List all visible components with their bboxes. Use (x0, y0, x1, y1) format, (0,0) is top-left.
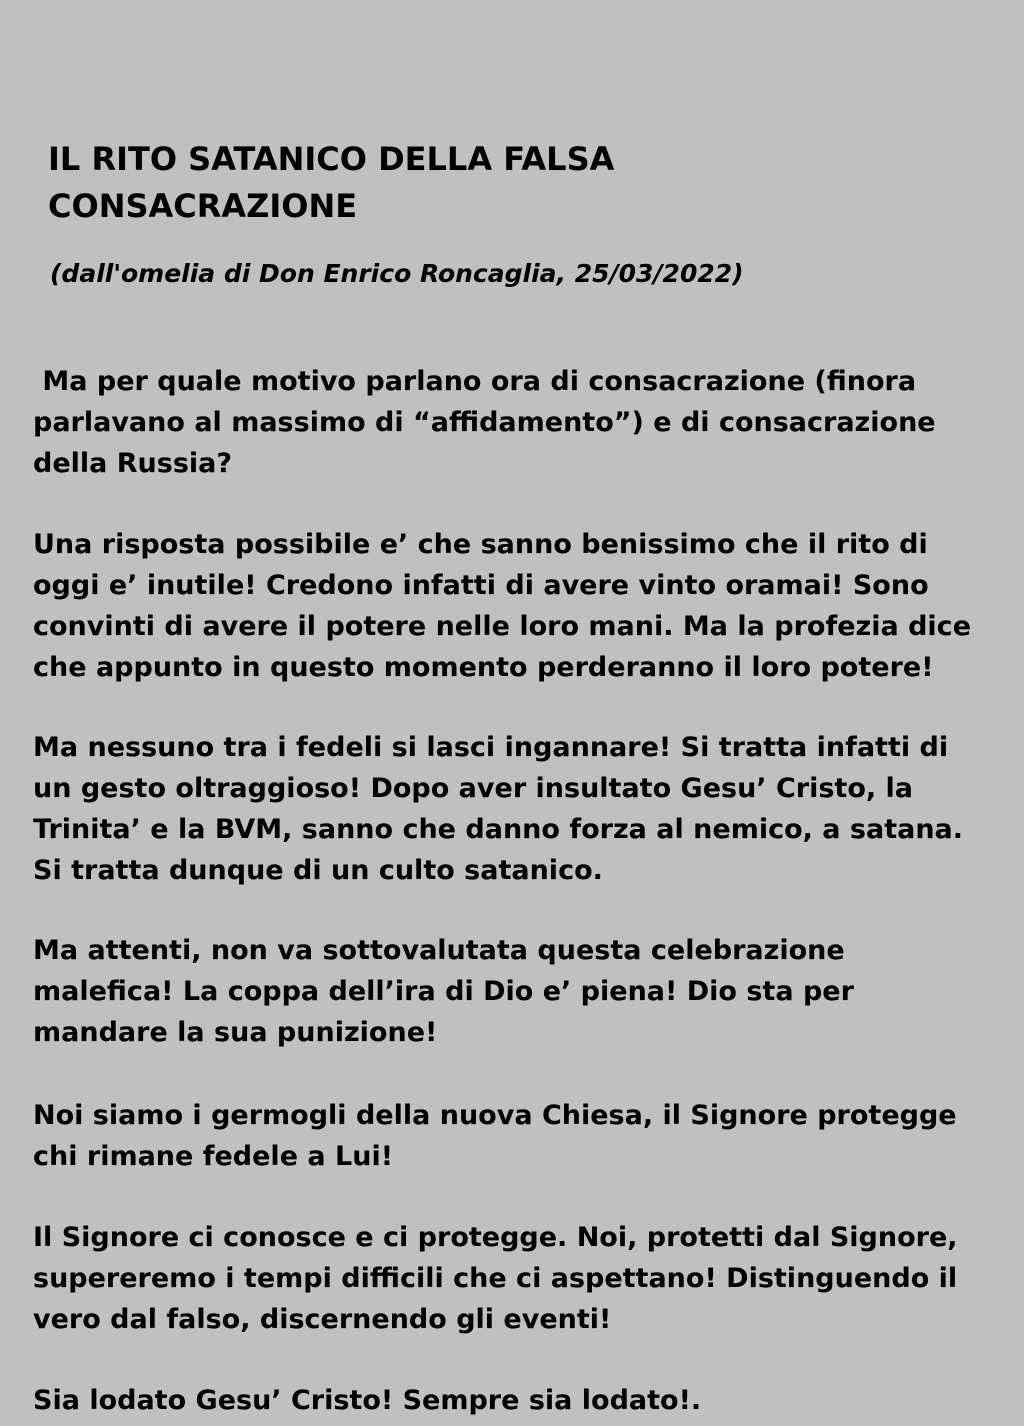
paragraph-5 (33, 1095, 957, 1177)
paragraph-line: chi rimane fedele a Lui! (33, 1141, 394, 1172)
document-title (48, 136, 808, 230)
paragraph-line: che appunto in questo momento perderanno il loro potere! (33, 652, 934, 683)
paragraph-line: vero dal falso, discernendo gli eventi! (33, 1304, 612, 1335)
paragraph-line: Noi siamo i germogli della nuova Chiesa, il Signore protegge (33, 1100, 957, 1131)
paragraph-line: Ma nessuno tra i fedeli si lasci ingannare! Si tratta infatti di (33, 732, 949, 763)
paragraph-line: supereremo i tempi difficili che ci aspettano! Distinguendo il (33, 1263, 958, 1294)
paragraph-line: parlavano al massimo di “affidamento”) e di consacrazione (33, 407, 936, 438)
paragraph-line: Ma attenti, non va sottovalutata questa celebrazione (33, 935, 845, 966)
document-subtitle: (dall'omelia di Don Enrico Roncaglia, 25/03/2022) (50, 259, 744, 288)
paragraph-line: Trinita’ e la BVM, sanno che danno forza al nemico, a satana. (33, 814, 964, 845)
paragraph-6 (33, 1217, 958, 1340)
paragraph-line: Ma per quale motivo parlano ora di consacrazione (finora (33, 366, 917, 397)
paragraph-7 (33, 1380, 701, 1421)
paragraph-line: della Russia? (33, 448, 233, 479)
paragraph-4 (33, 930, 854, 1053)
paragraph-line: mandare la sua punizione! (33, 1017, 438, 1048)
paragraph-line: convinti di avere il potere nelle loro mani. Ma la profezia dice (33, 611, 971, 642)
paragraph-line: Sia lodato Gesu’ Cristo! Sempre sia lodato!. (33, 1385, 702, 1416)
paragraph-line: Il Signore ci conosce e ci protegge. Noi, protetti dal Signore, (33, 1222, 958, 1253)
paragraph-3 (33, 727, 963, 891)
paragraph-line: Una risposta possibile e’ che sanno benissimo che il rito di (33, 529, 928, 560)
paragraph-line: malefica! La coppa dell’ira di Dio e’ piena! Dio sta per (33, 976, 854, 1007)
paragraph-2 (33, 524, 971, 688)
paragraph-line: oggi e’ inutile! Credono infatti di avere vinto oramai! Sono (33, 570, 929, 601)
paragraph-line: Si tratta dunque di un culto satanico. (33, 855, 603, 886)
title-line: IL RITO SATANICO DELLA FALSA (48, 140, 615, 178)
paragraph-line: un gesto oltraggioso! Dopo aver insultato Gesu’ Cristo, la (33, 773, 914, 804)
paragraph-1 (33, 361, 936, 484)
title-line: CONSACRAZIONE (48, 187, 358, 225)
